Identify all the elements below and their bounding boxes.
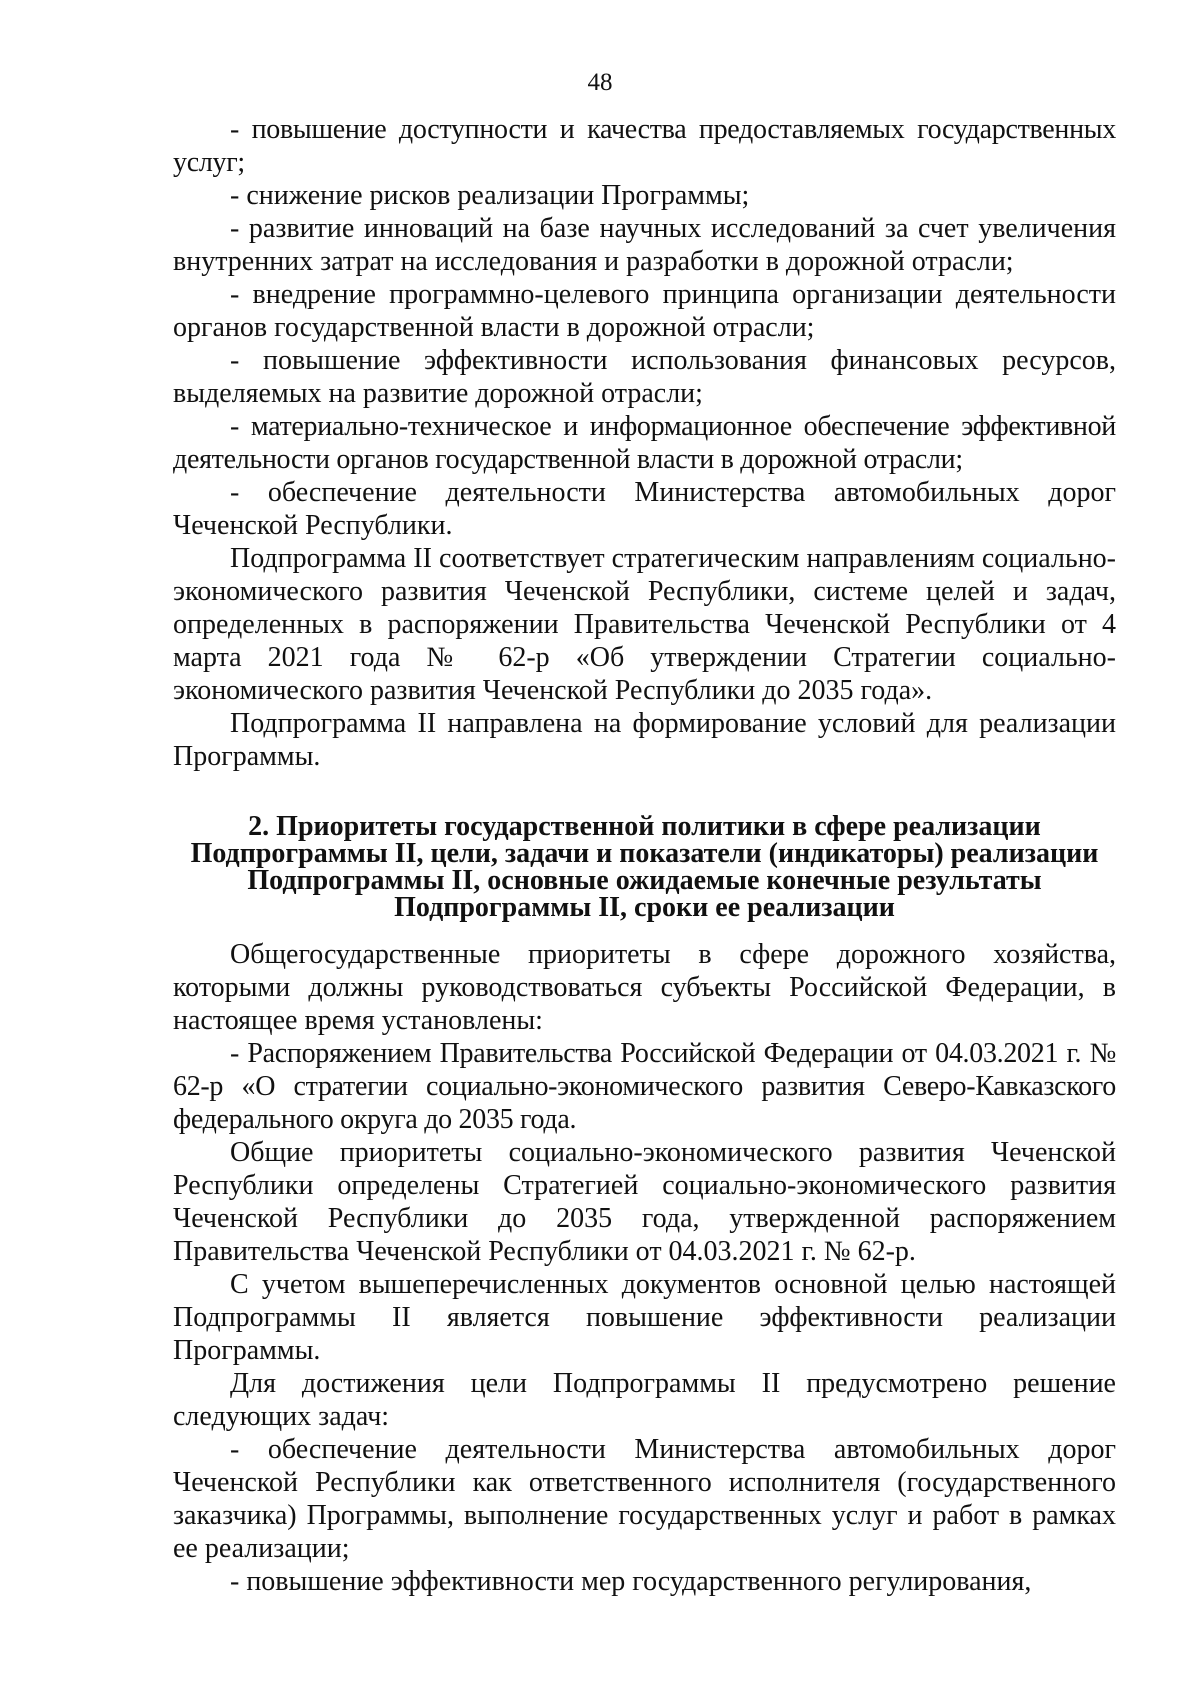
list-item-financial-efficiency: - повышение эффективности использования финансовых ресурсов, выделяемых на развитие дорожной отрасли; <box>173 345 1116 409</box>
list-item-regulation-efficiency: - повышение эффективности мер государственного регулирования, <box>230 1566 1032 1597</box>
section-heading-line: 2. Приоритеты государственной политики в сфере реализации <box>248 811 1041 842</box>
list-item-ministry-activity: - обеспечение деятельности Министерства автомобильных дорог Чеченской Республики как ответственного исполнителя (государственного заказчика) Программы, выполнение государственных услуг и работ в рамках ее реализации; <box>173 1434 1116 1564</box>
page-number: 48 <box>587 69 613 96</box>
section-heading-line: Подпрограммы II, основные ожидаемые конечные результаты <box>247 865 1042 896</box>
list-item-program-target-principle: - внедрение программно-целевого принципа организации деятельности органов государственной власти в дорожной отрасли; <box>173 279 1116 343</box>
paragraph-tasks-intro: Для достижения цели Подпрограммы II предусмотрено решение следующих задач: <box>173 1368 1116 1432</box>
section-heading <box>173 813 1116 921</box>
list-item-risk-reduction: - снижение рисков реализации Программы; <box>230 180 750 211</box>
list-item-material-support: - материально-техническое и информационное обеспечение эффективной деятельности органов государственной власти в дорожной отрасли; <box>173 411 1116 475</box>
list-item-ministry-support: - обеспечение деятельности Министерства автомобильных дорог Чеченской Республики. <box>173 477 1116 541</box>
section-heading-line: Подпрограммы II, сроки ее реализации <box>394 892 895 923</box>
paragraph-main-goal: С учетом вышеперечисленных документов основной целью настоящей Подпрограммы II является повышение эффективности реализации Программы. <box>173 1269 1116 1366</box>
paragraph-strategy-compliance: Подпрограмма II соответствует стратегическим направлениям социально-экономического развития Чеченской Республики, системе целей и задач, определенных в распоряжении Правительства Чеченской Республики от 4 марта 2021 года № 62-р «Об утверждении Стратегии социально-экономического развития Чеченской Республики до 2035 года». <box>173 543 1116 706</box>
paragraph-national-priorities: Общегосударственные приоритеты в сфере дорожного хозяйства, которыми должны руководствоваться субъекты Российской Федерации, в настоящее время установлены: <box>173 939 1116 1036</box>
list-item-government-order: - Распоряжением Правительства Российской Федерации от 04.03.2021 г. № 62-р «О стратегии социально-экономического развития Северо-Кавказского федерального округа до 2035 года. <box>173 1038 1116 1135</box>
list-item-service-quality: - повышение доступности и качества предоставляемых государственных услуг; <box>173 114 1116 178</box>
document-body <box>173 113 1116 1598</box>
section-heading-line: Подпрограммы II, цели, задачи и показатели (индикаторы) реализации <box>190 838 1099 869</box>
paragraph-regional-priorities: Общие приоритеты социально-экономического развития Чеченской Республики определены Стратегией социально-экономического развития Чеченской Республики до 2035 года, утвержденной распоряжением Правительства Чеченской Республики от 04.03.2021 г. № 62-р. <box>173 1137 1116 1267</box>
list-item-innovation: - развитие инноваций на базе научных исследований за счет увеличения внутренних затрат на исследования и разработки в дорожной отрасли; <box>173 213 1116 277</box>
paragraph-subprogram-purpose: Подпрограмма II направлена на формирование условий для реализации Программы. <box>173 708 1116 772</box>
